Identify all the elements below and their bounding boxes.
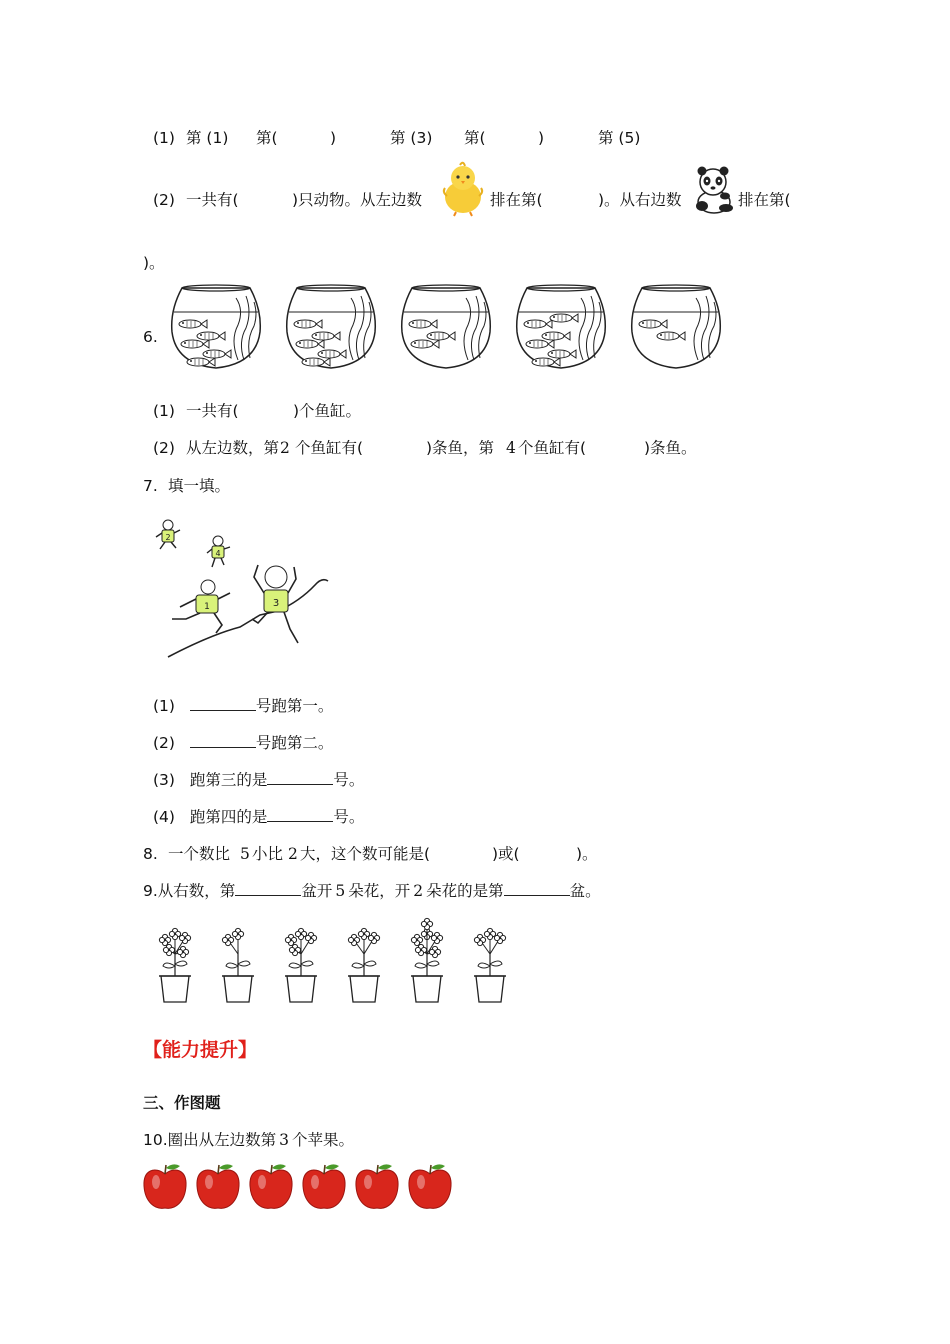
- q7-part2-blank[interactable]: [190, 733, 256, 748]
- q7-part4-blank[interactable]: [267, 807, 333, 822]
- q6-part2-n1: 2: [280, 439, 290, 457]
- q5-part2-text-b: )只动物。从左边数: [292, 191, 423, 209]
- q7-title: 填一填。: [168, 477, 231, 495]
- flowerpot-row: [150, 920, 520, 1010]
- q7-part3-blank[interactable]: [267, 770, 333, 785]
- q7-part4-label: (4): [153, 808, 175, 826]
- section-title: 三、作图题: [143, 1094, 221, 1112]
- q7-part1: [153, 696, 333, 716]
- q5-part2-text-f: )。: [143, 254, 165, 272]
- flowerpot: [474, 928, 506, 1002]
- q10-number: 10.: [143, 1131, 168, 1149]
- flowerpot: [222, 928, 254, 1002]
- fishbowl: [287, 285, 376, 368]
- flowerpot: [159, 928, 191, 1002]
- q8-n2: 2: [288, 845, 298, 863]
- apple-row[interactable]: [143, 1162, 463, 1214]
- q5-part1-blank-4[interactable]: ): [538, 129, 545, 147]
- panda-icon: [692, 166, 734, 214]
- q8-n1: 5: [240, 845, 250, 863]
- q6-part1-text-a: 一共有(: [186, 402, 239, 420]
- flower-icon: [222, 934, 233, 945]
- q6-part2-text-d: 个鱼缸有(: [518, 439, 587, 457]
- q6-number: 6.: [143, 328, 158, 346]
- q9-number: 9.: [143, 882, 158, 900]
- apple-icon[interactable]: [250, 1164, 292, 1208]
- q7-part2-label: (2): [153, 734, 175, 752]
- runner-3-number: 3: [272, 598, 280, 609]
- q9-blank-1[interactable]: [235, 881, 301, 896]
- q5-part1-label: (1): [153, 129, 175, 147]
- q5-part2-text-c: 排在第(: [490, 191, 543, 209]
- q5-part1-item-1: 第 (1): [186, 129, 229, 147]
- q7-part2-after: 号跑第二。: [255, 734, 334, 752]
- q9-text-b: 盆开: [301, 882, 333, 900]
- q7-number: 7.: [143, 477, 158, 495]
- runners-illustration: [150, 515, 340, 665]
- runner-2: [156, 520, 180, 549]
- q6-part1-text-b: )个鱼缸。: [293, 402, 362, 420]
- q5-part2-label: (2): [153, 191, 175, 209]
- q6-part2-n2: 4: [506, 439, 516, 457]
- q7-part2: [153, 733, 333, 753]
- apple-icon[interactable]: [356, 1164, 398, 1208]
- ability-title: 【能力提升】: [143, 1039, 258, 1061]
- runner-4-number: 4: [215, 549, 221, 558]
- apple-icon[interactable]: [197, 1164, 239, 1208]
- q7-part1-label: (1): [153, 697, 175, 715]
- q9-text-a: 从右数，第: [157, 882, 236, 900]
- fishbowl: [402, 285, 491, 368]
- q10-row: [143, 1130, 354, 1150]
- q6-part2-text-c: )条鱼，第: [426, 439, 495, 457]
- fishbowl-row: [160, 280, 740, 380]
- q5-part1-blank-2[interactable]: ): [330, 129, 337, 147]
- runner-2-number: 2: [165, 533, 171, 542]
- q9-text-d: 朵花的是第: [426, 882, 504, 900]
- q10-n1: 3: [279, 1131, 290, 1149]
- fishbowl: [632, 285, 721, 368]
- q5-part2-text-e: 排在第(: [738, 191, 791, 209]
- q7-part4: [153, 807, 364, 827]
- q5-part1-item-5: 第 (5): [598, 129, 641, 147]
- q8-text-d: )或(: [492, 845, 520, 863]
- flower-icon: [348, 934, 359, 945]
- q5-part1-row: [153, 128, 175, 148]
- q9-n1: 5: [335, 882, 346, 900]
- q7-part3: [153, 770, 364, 790]
- q9-row: [143, 881, 601, 901]
- q7-part3-label: (3): [153, 771, 175, 789]
- q5-part1-item-2: 第(: [256, 129, 278, 147]
- q9-blank-2[interactable]: [504, 881, 570, 896]
- q8-text-b: 小比: [252, 845, 284, 863]
- flower-icon: [232, 928, 243, 939]
- q7-part3-after: 号。: [333, 771, 365, 789]
- q10-text-b: 个苹果。: [292, 1131, 355, 1149]
- flowerpot: [348, 928, 380, 1002]
- q6-part1-label: (1): [153, 402, 175, 420]
- q6-part2-text-e: )条鱼。: [644, 439, 697, 457]
- q8-text-a: 一个数比: [168, 845, 231, 863]
- q9-text-e: 盆。: [569, 882, 601, 900]
- flower-icon: [474, 934, 485, 945]
- fishbowl: [172, 285, 261, 368]
- q5-part2-text-a: 一共有(: [186, 191, 239, 209]
- apple-icon[interactable]: [409, 1164, 451, 1208]
- apple-icon[interactable]: [303, 1164, 345, 1208]
- q6-part2-text-b: 个鱼缸有(: [295, 439, 364, 457]
- runner-1: [172, 580, 230, 633]
- q9-text-c: 朵花，开: [348, 882, 411, 900]
- q7-part4-before: 跑第四的是: [189, 808, 268, 826]
- runner-1-number: 1: [204, 602, 210, 612]
- runner-4: [207, 536, 230, 567]
- q6-part2-text-a: 从左边数，第: [186, 439, 280, 457]
- q9-n2: 2: [413, 882, 424, 900]
- q6-part2-label: (2): [153, 439, 175, 457]
- q7-part1-after: 号跑第一。: [255, 697, 334, 715]
- q7-part1-blank[interactable]: [190, 696, 256, 711]
- chick-icon: [440, 162, 486, 216]
- q8-text-e: )。: [576, 845, 598, 863]
- q8-number: 8.: [143, 845, 158, 863]
- fishbowl: [517, 285, 606, 368]
- apple-icon[interactable]: [144, 1164, 186, 1208]
- q5-part2-text-d: )。从右边数: [598, 191, 682, 209]
- q8-text-c: 大，这个数可能是(: [300, 845, 431, 863]
- q10-text-a: 圈出从左边数第: [167, 1131, 277, 1149]
- flower-icon: [421, 918, 432, 929]
- flowerpot: [411, 918, 443, 1002]
- q5-part1-item-4: 第(: [464, 129, 486, 147]
- q5-part1-item-3: 第 (3): [390, 129, 433, 147]
- q7-part4-after: 号。: [333, 808, 365, 826]
- q7-part3-before: 跑第三的是: [189, 771, 268, 789]
- flowerpot: [285, 928, 317, 1002]
